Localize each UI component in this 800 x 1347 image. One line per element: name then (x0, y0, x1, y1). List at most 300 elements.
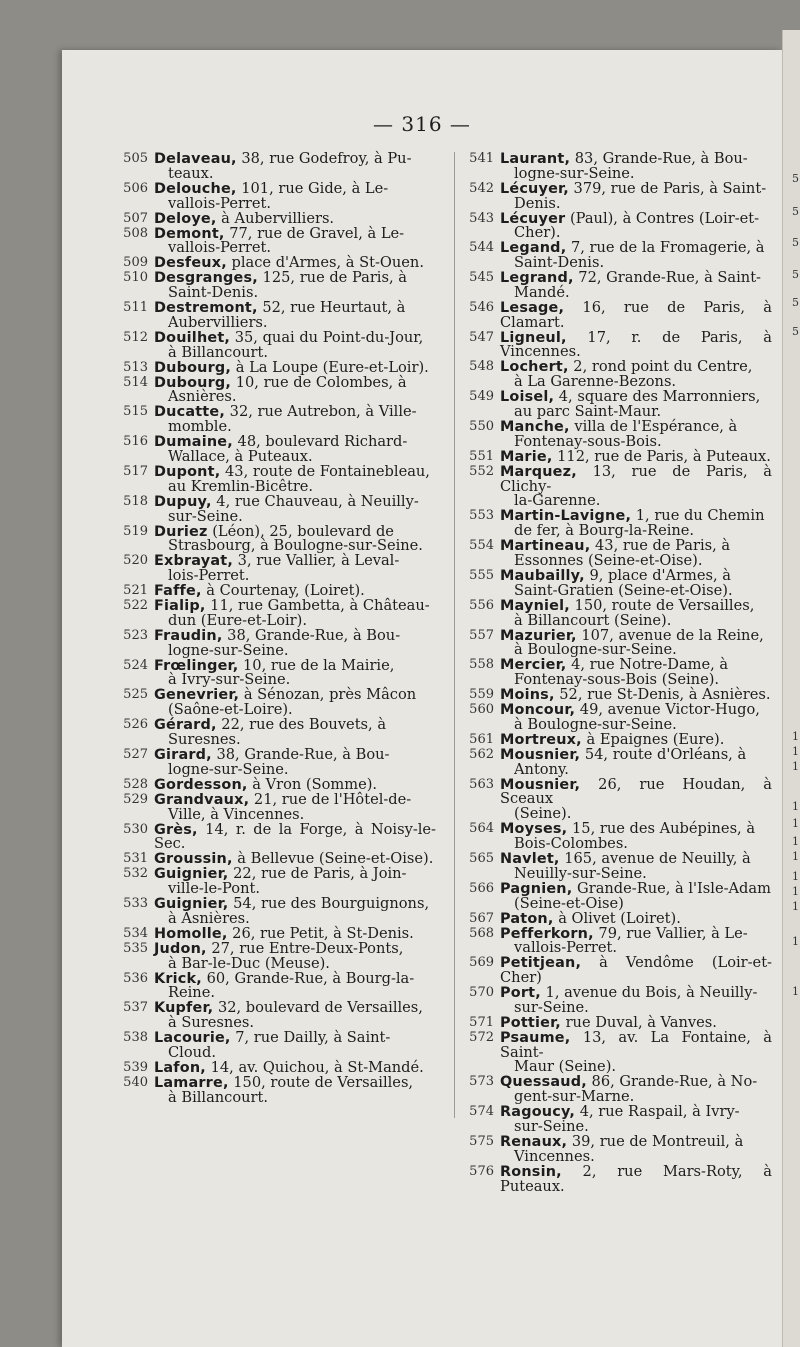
entry-name: Deloye, (154, 210, 217, 227)
entry-name: Fialip, (154, 598, 206, 615)
directory-entry (114, 224, 436, 257)
entry-text (500, 596, 772, 629)
entry-number: 565 (469, 850, 494, 866)
entry-text (500, 745, 772, 778)
entry-address-continued: Denis. (514, 194, 561, 212)
directory-entry (114, 897, 436, 927)
entry-name: Laurant, (500, 151, 571, 167)
entry-text (500, 1132, 772, 1165)
entry-address-continued: lois-Perret. (168, 567, 250, 585)
edge-mark: 1 (792, 835, 799, 848)
entry-name: Judon, (154, 940, 207, 957)
entry-address: 83, Grande-Rue, à Bou- (570, 150, 748, 167)
directory-entry (114, 1031, 436, 1061)
entry-address-continued: Cher). (514, 224, 561, 242)
entry-text (500, 509, 772, 539)
entry-number: 536 (123, 970, 148, 986)
entry-address: 7, rue Dailly, à Saint- (230, 1029, 391, 1047)
entry-address: 43, rue de Paris, à (590, 537, 731, 555)
entry-address: 38, rue Godefroy, à Pu- (236, 150, 412, 167)
entry-number: 546 (469, 299, 494, 315)
entry-number: 568 (469, 925, 494, 941)
entry-number: 556 (469, 597, 494, 613)
entry-number: 539 (123, 1059, 148, 1075)
entry-address-continued: Cloud. (168, 1044, 216, 1061)
entry-address: 22, rue des Bouvets, à (216, 716, 387, 734)
entry-text (154, 373, 436, 406)
entry-address: 16, rue de Paris, à Clamart. (500, 298, 772, 331)
entry-name: Dumaine, (154, 434, 233, 451)
entry-name: Lamarre, (154, 1074, 229, 1091)
entry-name: Douilhet, (154, 329, 231, 346)
entry-number: 570 (469, 985, 494, 1001)
edge-mark: 1 (792, 730, 799, 743)
directory-entry (460, 1028, 772, 1076)
entry-address: place d'Armes, à St-Ouen. (226, 254, 424, 272)
entry-number: 558 (469, 657, 494, 673)
entry-number: 525 (123, 687, 148, 703)
entry-number: 554 (469, 538, 494, 554)
entry-address: 17, r. de Paris, à Vincennes. (500, 328, 772, 361)
entry-number: 542 (469, 180, 494, 196)
directory-entry (460, 360, 772, 390)
directory-entry (460, 745, 772, 778)
directory-entry (460, 1162, 772, 1195)
entry-number: 513 (123, 359, 148, 375)
entry-address-continued: Antony. (514, 760, 569, 778)
entry-number: 575 (469, 1133, 494, 1149)
entry-name: Ronsin, (500, 1163, 562, 1180)
entry-number: 529 (123, 791, 148, 807)
entry-address: 49, avenue Victor-Hugo, (575, 701, 760, 719)
directory-entry (460, 209, 772, 242)
entry-text (154, 656, 436, 689)
directory-entry (460, 328, 772, 361)
entry-address-continued: sur-Seine. (514, 998, 589, 1016)
directory-entry (114, 271, 436, 301)
directory-entry (460, 298, 772, 331)
directory-entry (114, 748, 436, 778)
entry-text (154, 301, 436, 331)
entry-address-continued: à Asnières. (168, 909, 250, 927)
entry-address-continued: à Bar-le-Duc (Meuse). (168, 954, 330, 972)
entry-number: 537 (123, 1000, 148, 1016)
edge-mark: 1 (792, 745, 799, 758)
directory-entry (460, 924, 772, 957)
entry-address-continued: Essonnes (Seine-et-Oise). (514, 551, 703, 569)
entry-address-continued: Mandé. (514, 283, 570, 301)
entry-name: Fraudin, (154, 627, 223, 644)
entry-address: à Vron (Somme). (247, 775, 378, 793)
entry-name: Legand, (500, 240, 567, 257)
entry-address-continued: de fer, à Bourg-la-Reine. (514, 522, 695, 540)
entry-number: 553 (469, 508, 494, 524)
entry-address: 72, Grande-Rue, à Saint- (573, 269, 761, 287)
entry-text (154, 939, 436, 972)
entry-name: Genevrier, (154, 687, 240, 704)
entry-number: 548 (469, 359, 494, 375)
edge-mark: 1 (792, 985, 799, 998)
entry-number: 569 (469, 955, 494, 971)
directory-entry (114, 969, 436, 1002)
entry-number: 512 (123, 329, 148, 345)
entry-address: à La Loupe (Eure-et-Loir). (231, 358, 429, 376)
entry-address: 13, rue de Paris, à Clichy- (500, 462, 772, 495)
entry-name: Renaux, (500, 1133, 568, 1150)
entry-address: 48, boulevard Richard- (232, 433, 408, 451)
entry-text (154, 1001, 436, 1031)
entry-name: Loisel, (500, 389, 555, 406)
entry-number: 519 (123, 523, 148, 539)
entry-number: 508 (123, 225, 148, 241)
entry-number: 560 (469, 702, 494, 718)
entry-text (500, 924, 772, 957)
entry-address: 60, Grande-Rue, à Bourg-la- (201, 969, 415, 987)
entry-address: 79, rue Vallier, à Le- (593, 924, 748, 942)
entry-address-continued: Fontenay-sous-Bois (Seine). (514, 671, 720, 689)
entry-number: 550 (469, 419, 494, 435)
entry-text (500, 1075, 772, 1105)
directory-entry (460, 179, 772, 212)
directory-entry (460, 1132, 772, 1165)
entry-text (154, 897, 436, 927)
entry-name: Dubourg, (154, 359, 232, 376)
entry-address: 13, av. La Fontaine, à Saint- (500, 1028, 772, 1061)
edge-mark: 1 (792, 885, 799, 898)
entry-address-continued: gent-sur-Marne. (514, 1088, 635, 1106)
entry-address-continued: Fontenay-sous-Bois. (514, 432, 662, 450)
directory-entry (114, 718, 436, 748)
entry-number: 559 (469, 687, 494, 703)
entry-name: Gérard, (154, 717, 217, 734)
directory-entry (114, 688, 436, 718)
entry-text (500, 328, 772, 361)
entry-address-continued: au Kremlin-Bicêtre. (168, 477, 314, 495)
entry-text (500, 1028, 772, 1076)
entry-name: Paton, (500, 910, 554, 927)
entry-text (500, 390, 772, 420)
entry-text (154, 688, 436, 718)
directory-entry (460, 849, 772, 882)
entry-address: 9, place d'Armes, à (584, 566, 732, 584)
entry-address-continued: Saint-Denis. (168, 284, 259, 302)
directory-entry (114, 522, 436, 555)
entry-address: 32, boulevard de Versailles, (213, 999, 423, 1017)
entry-address: 26, rue Houdan, à Sceaux (500, 775, 772, 808)
entry-text (154, 179, 436, 212)
edge-mark: 1 (792, 760, 799, 773)
entry-text (154, 554, 436, 584)
entry-address: 1, rue du Chemin (631, 507, 765, 525)
entry-name: Grandvaux, (154, 791, 250, 808)
directory-entry (114, 492, 436, 525)
entry-number: 528 (123, 776, 148, 792)
entry-number: 551 (469, 448, 494, 464)
entry-address: 2, rue Mars-Roty, à Puteaux. (500, 1162, 772, 1195)
entry-number: 561 (469, 731, 494, 747)
entry-name: Grès, (154, 821, 198, 838)
directory-entry (460, 539, 772, 569)
entry-name: Moyses, (500, 821, 568, 838)
entry-name: Lécuyer, (500, 180, 569, 197)
entry-address-continued: sur-Seine. (168, 507, 243, 525)
entry-number: 557 (469, 627, 494, 643)
entry-text (154, 790, 436, 823)
entry-text (500, 209, 772, 242)
entry-name: Maubailly, (500, 567, 585, 584)
entry-name: Quessaud, (500, 1074, 587, 1091)
entry-name: Legrand, (500, 270, 574, 287)
entry-address: 52, rue Heurtaut, à (257, 299, 406, 317)
entry-address-continued: Saint-Gratien (Seine-et-Oise). (514, 581, 733, 599)
directory-entry (460, 1075, 772, 1105)
entry-text (500, 1105, 772, 1135)
entry-address-continued: à Billancourt. (168, 343, 269, 361)
entry-number: 509 (123, 255, 148, 271)
entry-address-continued: sur-Seine. (514, 1117, 589, 1135)
entry-address: à Epaignes (Eure). (581, 730, 725, 748)
entry-text (154, 492, 436, 525)
entry-name: Duriez (154, 523, 208, 540)
entry-address: 27, rue Entre-Deux-Ponts, (206, 939, 404, 957)
directory-entry (460, 509, 772, 539)
entry-address-continued: à Billancourt. (168, 1088, 269, 1106)
entry-number: 505 (123, 151, 148, 166)
directory-entry (114, 1073, 436, 1106)
entry-address-continued: Asnières. (168, 388, 237, 406)
directory-entry (114, 656, 436, 689)
entry-number: 566 (469, 880, 494, 896)
entry-name: Mousnier, (500, 746, 581, 763)
edge-mark: 5 (792, 205, 799, 218)
entry-text (154, 626, 436, 659)
entry-address: 4, rue Raspail, à Ivry- (575, 1103, 740, 1121)
entry-address: 21, rue de l'Hôtel-de- (249, 790, 412, 808)
edge-mark: 1 (792, 870, 799, 883)
entry-name: Dubourg, (154, 374, 232, 391)
entry-number: 523 (123, 627, 148, 643)
entry-number: 527 (123, 747, 148, 762)
entry-name: Manche, (500, 419, 570, 436)
entry-address: à Courtenay, (Loiret). (201, 582, 365, 600)
entry-number: 564 (469, 821, 494, 837)
entry-text (154, 405, 436, 435)
entry-number: 547 (469, 329, 494, 345)
left-column (114, 152, 436, 1106)
directory-entry (460, 241, 772, 271)
directory-entry (114, 405, 436, 435)
entry-address: 39, rue de Montreuil, à (567, 1132, 744, 1150)
directory-entry (114, 1001, 436, 1031)
entry-address-continued: ville-le-Pont. (168, 880, 260, 898)
entry-address: rue Duval, à Vanves. (560, 1013, 717, 1031)
entry-name: Martin-Lavigne, (500, 508, 632, 525)
entry-address: 112, rue de Paris, à Puteaux. (552, 447, 771, 465)
edge-mark: 5 (792, 296, 799, 309)
directory-entry (460, 822, 772, 852)
entry-name: Frœlinger, (154, 657, 239, 674)
directory-entry (114, 939, 436, 972)
directory-entry (114, 373, 436, 406)
entry-number: 507 (123, 210, 148, 226)
entry-number: 514 (123, 374, 148, 390)
entry-address-continued: (Saône-et-Loire). (168, 701, 293, 719)
directory-entry (460, 390, 772, 420)
entry-address: 54, route d'Orléans, à (580, 745, 747, 763)
entry-number: 524 (123, 657, 148, 673)
edge-mark: 1 (792, 800, 799, 813)
entry-address: 10, rue de Colombes, à (231, 373, 407, 391)
entry-text (154, 462, 436, 495)
entry-address: 10, rue de la Mairie, (238, 656, 395, 674)
entry-name: Ligneul, (500, 329, 567, 346)
edge-mark: 1 (792, 817, 799, 830)
entry-address: 38, Grande-Rue, à Bou- (211, 746, 390, 763)
edge-mark: 5 (792, 325, 799, 338)
entry-address: Grande-Rue, à l'Isle-Adam (572, 879, 771, 897)
entry-text (500, 271, 772, 301)
entry-address: 35, quai du Point-du-Jour, (230, 328, 424, 346)
entry-number: 511 (123, 300, 148, 316)
entry-address-continued: teaux. (168, 164, 214, 182)
entry-text (154, 152, 436, 182)
entry-address: 165, avenue de Neuilly, à (559, 849, 751, 867)
directory-entry (460, 879, 772, 912)
entry-address-continued: dun (Eure-et-Loir). (168, 611, 307, 629)
entry-address-continued: Neuilly-sur-Seine. (514, 864, 647, 882)
entry-address: (Léon), 25, boulevard de (207, 522, 394, 540)
entry-address: 1, avenue du Bois, à Neuilly- (540, 984, 758, 1002)
directory-entry (460, 956, 772, 986)
entry-text (154, 435, 436, 465)
entry-number: 549 (469, 389, 494, 405)
entry-text (500, 956, 772, 986)
entry-name: Kupfer, (154, 1000, 214, 1017)
entry-address: 15, rue des Aubépines, à (567, 820, 756, 838)
entry-number: 572 (469, 1029, 494, 1045)
entry-text (500, 241, 772, 271)
entry-name: Dupuy, (154, 493, 212, 510)
entry-address: 150, route de Versailles, (569, 596, 755, 614)
entry-address: villa de l'Espérance, à (569, 418, 738, 436)
entry-address: 3, rue Vallier, à Leval- (233, 552, 400, 570)
entry-address-continued: logne-sur-Seine. (514, 164, 635, 182)
entry-name: Ducatte, (154, 404, 226, 421)
entry-address-continued: au parc Saint-Maur. (514, 403, 662, 421)
entry-number: 516 (123, 434, 148, 450)
edge-mark: 1 (792, 935, 799, 948)
entry-text (154, 328, 436, 361)
entry-number: 571 (469, 1014, 494, 1030)
entry-text (500, 420, 772, 450)
entry-address: à Aubervilliers. (216, 209, 335, 227)
entry-name: Demont, (154, 225, 225, 242)
entry-address: 101, rue Gide, à Le- (236, 179, 389, 197)
entry-address-continued: à La Garenne-Bezons. (514, 373, 677, 391)
directory-entry (460, 596, 772, 629)
entry-name: Guignier, (154, 866, 229, 883)
document-page (62, 50, 782, 1347)
directory-entry (460, 703, 772, 733)
entry-number: 573 (469, 1074, 494, 1090)
entry-number: 521 (123, 583, 148, 599)
entry-text (500, 179, 772, 212)
edge-mark: 5 (792, 172, 799, 185)
entry-number: 531 (123, 851, 148, 867)
entry-text (500, 879, 772, 912)
directory-entry (114, 790, 436, 823)
entry-name: Delouche, (154, 180, 237, 197)
entry-text (500, 849, 772, 882)
entry-name: Lochert, (500, 359, 569, 376)
entry-text (154, 867, 436, 897)
entry-name: Destremont, (154, 300, 258, 317)
entry-name: Faffe, (154, 583, 202, 600)
entry-name: Gordesson, (154, 776, 248, 793)
entry-text (500, 986, 772, 1016)
directory-entry (114, 152, 436, 182)
entry-text (154, 224, 436, 257)
entry-address: 379, rue de Paris, à Saint- (568, 179, 767, 197)
directory-entry (114, 626, 436, 659)
entry-name: Moncour, (500, 702, 576, 719)
entry-number: 562 (469, 746, 494, 762)
directory-entry (114, 301, 436, 331)
edge-mark: 5 (792, 236, 799, 249)
entry-name: Lacourie, (154, 1030, 231, 1047)
entry-address: à Bellevue (Seine-et-Oise). (232, 850, 434, 868)
entry-text (500, 626, 772, 659)
entry-text (500, 658, 772, 688)
entry-text (154, 969, 436, 1002)
entry-address: 125, rue de Paris, à (257, 269, 407, 287)
entry-address: 11, rue Gambetta, à Château- (205, 597, 430, 615)
entry-number: 552 (469, 463, 494, 479)
entry-address: à Olivet (Loiret). (553, 909, 681, 927)
page-number: — 316 — (373, 112, 471, 136)
entry-number: 510 (123, 270, 148, 286)
entry-name: Mayniel, (500, 597, 570, 614)
entry-name: Mousnier, (500, 776, 581, 793)
column-divider (454, 152, 455, 1118)
entry-address: 26, rue Petit, à St-Denis. (227, 924, 414, 942)
entry-number: 530 (123, 821, 148, 837)
entry-number: 576 (469, 1163, 494, 1179)
entry-address-continued: Vincennes. (514, 1147, 595, 1165)
entry-text (154, 748, 436, 778)
edge-mark: 1 (792, 850, 799, 863)
directory-entry (114, 328, 436, 361)
edge-mark: 5 (792, 268, 799, 281)
entry-number: 526 (123, 717, 148, 733)
entry-name: Marie, (500, 448, 553, 465)
entry-address: 52, rue St-Denis, à Asnières. (554, 686, 771, 704)
entry-number: 543 (469, 210, 494, 226)
entry-number: 517 (123, 463, 148, 479)
entry-name: Martineau, (500, 538, 591, 555)
entry-name: Mercier, (500, 657, 567, 674)
entry-address: 150, route de Versailles, (228, 1073, 414, 1091)
directory-entry (114, 820, 436, 853)
entry-number: 545 (469, 270, 494, 286)
entry-name: Pefferkorn, (500, 925, 594, 942)
entry-text (500, 462, 772, 510)
entry-number: 515 (123, 404, 148, 420)
entry-text (154, 271, 436, 301)
entry-address-continued: à Boulogne-sur-Seine. (514, 715, 677, 733)
directory-entry (460, 420, 772, 450)
entry-address: 4, rue Notre-Dame, à (566, 656, 729, 674)
